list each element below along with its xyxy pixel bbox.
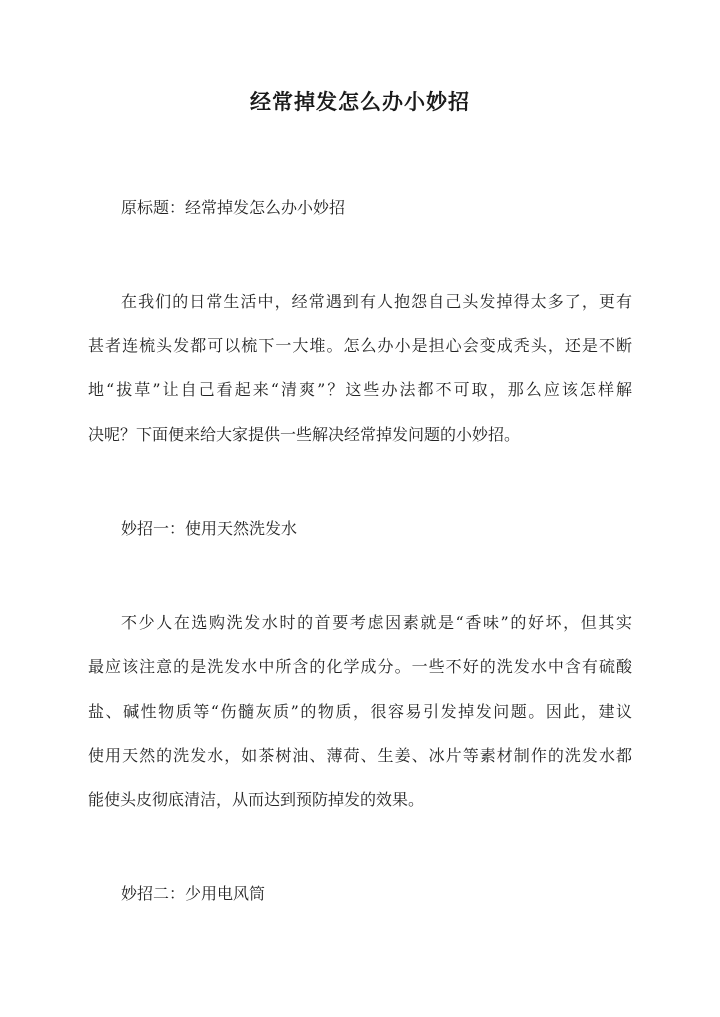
paragraph-1-line-4: 决呢？下面便来给大家提供一些解决经常掉发问题的小妙招。 — [88, 425, 521, 444]
paragraph-2-line-1: 不少人在选购洗发水时的首要考虑因素就是“香味”的好坏，但其实 — [121, 613, 632, 632]
tip-1-heading: 妙招一：使用天然洗发水 — [121, 519, 298, 538]
paragraph-1-line-2: 甚者连梳头发都可以梳下一大堆。怎么办小是担心会变成秃头，还是不断 — [88, 336, 632, 355]
paragraph-1-line-1: 在我们的日常生活中，经常遇到有人抱怨自己头发掉得太多了，更有 — [121, 292, 632, 311]
paragraph-2-line-2: 最应该注意的是洗发水中所含的化学成分。一些不好的洗发水中含有硫酸 — [88, 657, 632, 676]
paragraph-2-line-4: 使用天然的洗发水，如茶树油、薄荷、生姜、冰片等素材制作的洗发水都 — [88, 746, 632, 765]
paragraph-2-line-3: 盐、碱性物质等“伤髓灰质”的物质，很容易引发掉发问题。因此，建议 — [88, 702, 632, 721]
paragraph-2-line-5: 能使头皮彻底清洁，从而达到预防掉发的效果。 — [88, 790, 425, 809]
original-title-line: 原标题：经常掉发怎么办小妙招 — [121, 198, 346, 217]
tip-2-heading: 妙招二：少用电风筒 — [121, 884, 266, 903]
paragraph-1-line-3: 地“拔草”让自己看起来“清爽”？这些办法都不可取，那么应该怎样解 — [88, 380, 632, 399]
document-title: 经常掉发怎么办小妙招 — [250, 89, 470, 114]
